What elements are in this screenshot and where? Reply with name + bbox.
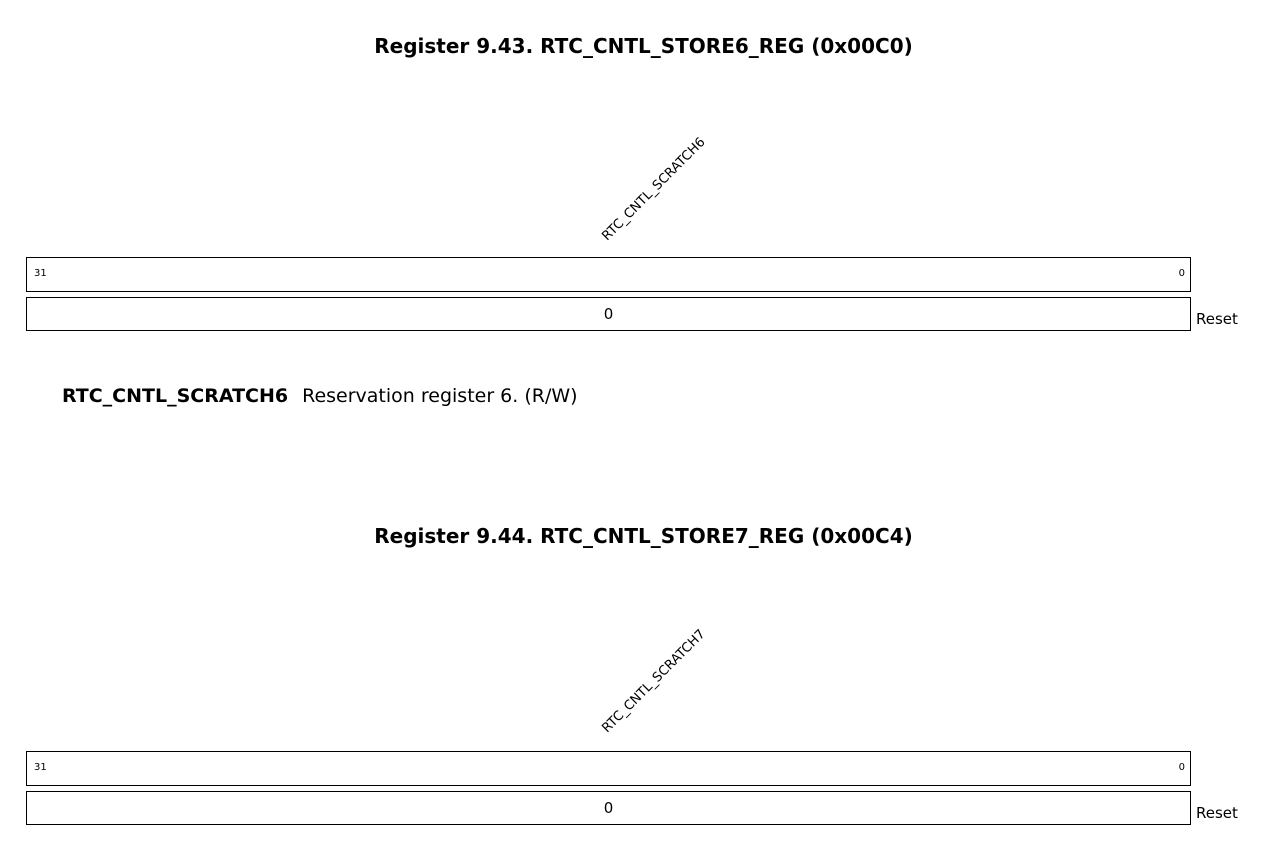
reset-label-store6: Reset <box>1196 310 1238 328</box>
reset-label-store7: Reset <box>1196 804 1238 822</box>
field-description-text: Reservation register 6. (R/W) <box>302 385 578 407</box>
reset-value-row-store7: 0 <box>26 791 1191 825</box>
field-description-scratch6 <box>62 384 578 408</box>
bit-range-row-store7 <box>26 751 1191 786</box>
reset-value-row-store6: 0 <box>26 297 1191 331</box>
bit-low-label: 0 <box>1178 268 1185 279</box>
bit-high-label: 31 <box>34 762 47 773</box>
field-label-scratch6: RTC_CNTL_SCRATCH6 <box>599 134 709 244</box>
bit-low-label: 0 <box>1178 762 1185 773</box>
register-title-store6: Register 9.43. RTC_CNTL_STORE6_REG (0x00C0) <box>374 34 913 58</box>
field-label-scratch7: RTC_CNTL_SCRATCH7 <box>599 626 709 736</box>
bit-high-label: 31 <box>34 268 47 279</box>
register-title-store7: Register 9.44. RTC_CNTL_STORE7_REG (0x00C4) <box>374 524 913 548</box>
field-description-name: RTC_CNTL_SCRATCH6 <box>62 385 289 407</box>
bit-range-row-store6 <box>26 257 1191 292</box>
